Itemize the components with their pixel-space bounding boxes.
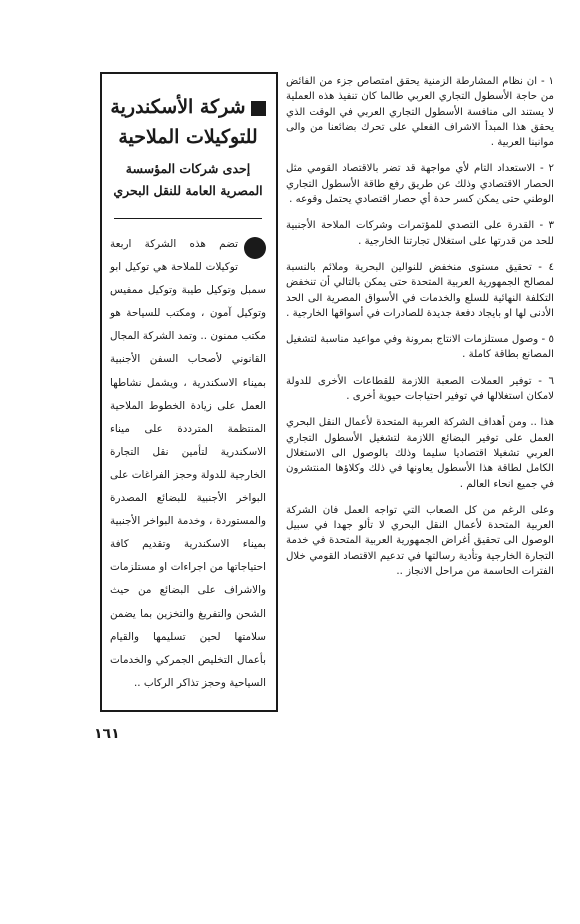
paragraph-6: ٦ - توفير العملات الصعبة اللازمة للقطاعات الأخرى للدولة لامكان استغلالها في توفير احتياجات حيوية أخرى . <box>286 375 554 403</box>
circle-bullet-icon <box>244 237 266 259</box>
paragraph-3: ٣ - القدرة على التصدي للمؤتمرات وشركات الملاحة الأجنبية للحد من قدرتها على استغلال تجارتنا الخارجية . <box>286 220 554 247</box>
paragraph-1: ١ - ان نظام المشارطة الزمنية يحقق امتصاص جزء من الفائض من حاجة الأسطول التجاري العربي طالما كان تنفيذ هذه العملية لا يستند الى منافسة الأسطول التجاري العربي في الوقت الذي يحقق هذا المبدأ الاشراف الفعلي على تحرك بضائعنا من والى موانينا العربية . <box>286 76 554 149</box>
paragraph-2: ٢ - الاستعداد التام لأي مواجهة قد تضر بالاقتصاد القومي مثل الحصار الاقتصادي وذلك عن طريق رفع طاقة الأسطول التجاري الوطني حتى يمكن كسر حدة أي حصار اقتصادي يحتمل وقوعه . <box>286 163 554 206</box>
paragraph-8: وعلى الرغم من كل الصعاب التي تواجه العمل فان الشركة العربية المتحدة لأعمال النقل البحري لا تألو جهدا في سبيل الوصول الى تحقيق أغراض الجمهورية العربية المتحدة في خدمة التجارة الخارجية وتأدية رسالتها في تدعيم الاقتصاد القومي خلال الفترات الحاسمة من مراحل الانجاز .. <box>286 504 554 578</box>
paragraph-5: ٥ - وصول مستلزمات الانتاج بمرونة وفي مواعيد مناسبة لتشغيل المصانع بطاقة كاملة . <box>286 334 554 361</box>
ad-title-text: شركة الأسكندرية للتوكيلات الملاحية <box>110 96 258 148</box>
ad-subtitle: إحدى شركات المؤسسة المصرية العامة للنقل البحري <box>113 161 263 198</box>
ad-body <box>110 233 266 695</box>
paragraph-4: ٤ - تحقيق مستوى منخفض للنوالين البحرية وملائم بالنسبة لمصالح الجمهورية العربية المتحدة حتى يمكن بالتالي أن تنخفض التكلفة النهائية للسلع والخدمات في الأسواق المصرية الى الحد الأدنى لها او بايجاد دفعة جديدة للصادرات في أسواقها الخارجية . <box>286 261 554 319</box>
ad-title <box>110 92 266 152</box>
ad-body-text: تضم هذه الشركة اربعة توكيلات للملاحة هي توكيل ابو سمبل وتوكيل طيبة وتوكيل ممفيس وتوكيل آمون ، ومكتب للسياحة هو مكتب ممنون .. وتمد الشركة المجال القانوني لأصحاب السفن الأجنبية بميناء الاسكندرية ، ويشمل نشاطها العمل على زيادة الخطوط الملاحية المنتظمة المترددة على ميناء الاسكندرية لتأمين نقل التجارة الخارجية للدولة وحجز الفراغات على البواخر الأجنبية للبضائع المصدرة والمستوردة ، وخدمة البواخر الأجنبية بميناء الاسكندرية وتقديم كافة احتياجاتها من اجراءات او مستلزمات والاشراف على البضائع من حيث الشحن والتفريغ والتخزين بما يضمن سلامتها لحين تسليمها والقيام بأعمال التخليص الجمركي والخدمات السياحية وحجز تذاكر الركاب .. <box>110 238 266 689</box>
ad-divider <box>114 218 262 219</box>
article-column <box>286 74 554 724</box>
square-bullet-icon <box>251 101 266 116</box>
page-number: ١٦١ <box>94 726 120 742</box>
paragraph-7: هذا .. ومن أهداف الشركة العربية المتحدة لأعمال النقل البحري العمل على توفير البضائع اللازمة لتشغيل الأسطول التجاري العربي تشغيلا اقتصاديا سليما وذلك بالوصول الى الاستغلال الكامل لطاقة هذا الأسطول يعاونها في ذلك وكلاؤها المنتشرون في جميع انحاء العالم . <box>286 417 554 490</box>
advertisement-box <box>100 72 278 712</box>
